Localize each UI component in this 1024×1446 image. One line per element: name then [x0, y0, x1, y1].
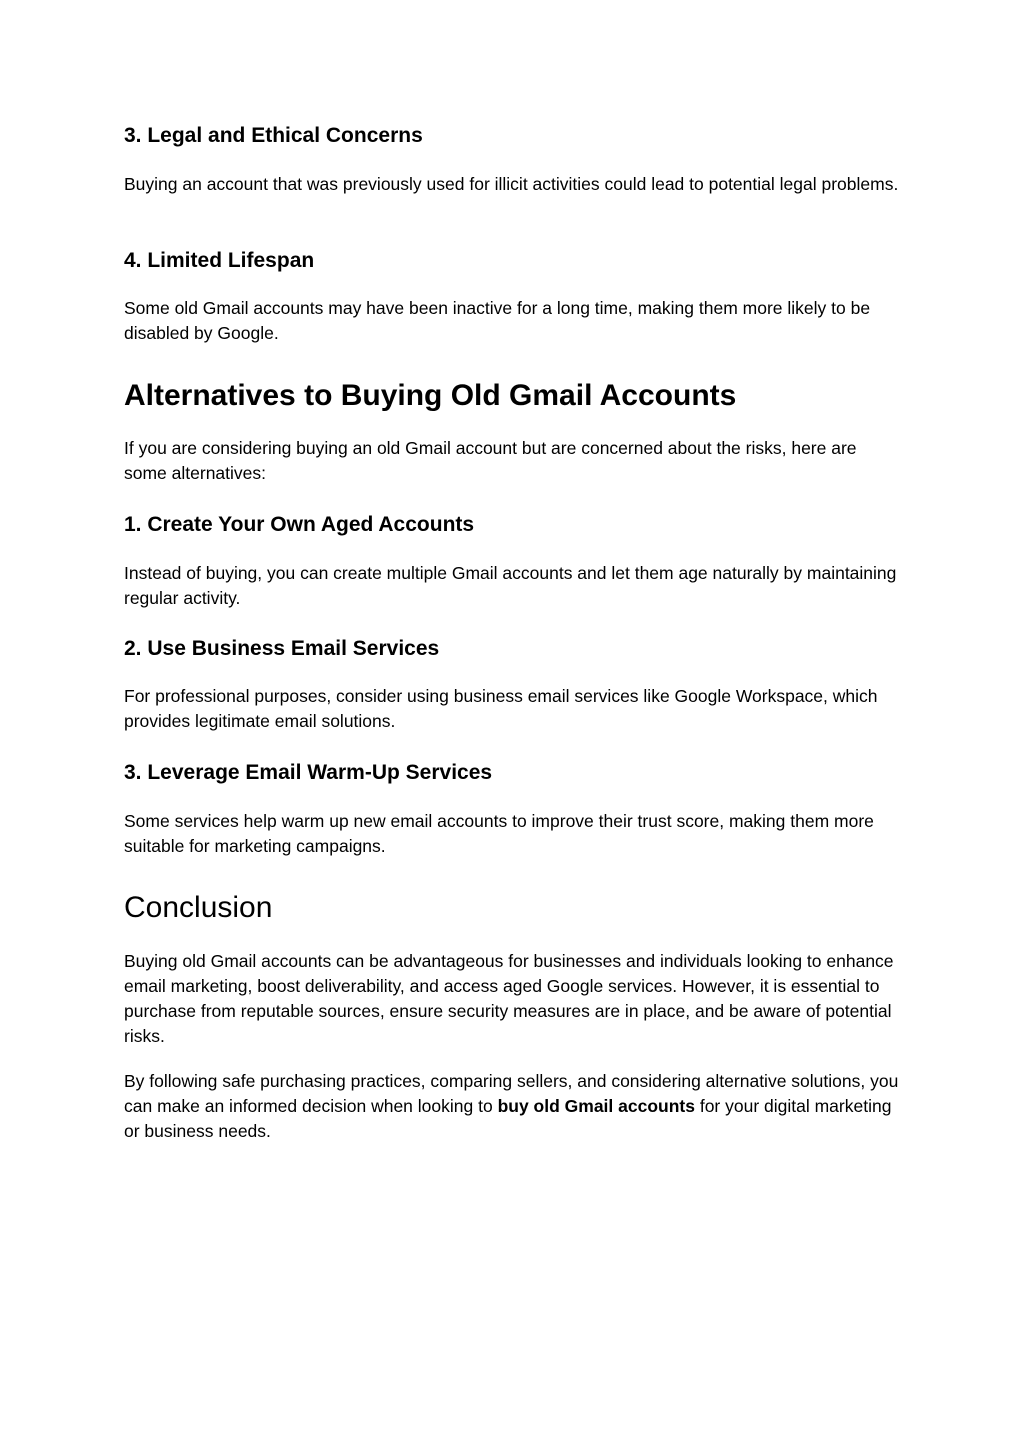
section-paragraph: Some services help warm up new email accounts to improve their trust score, making them more suitable for marketing campaigns.: [124, 811, 874, 856]
section-paragraph: Some old Gmail accounts may have been inactive for a long time, making them more likely to be disabled by Google.: [124, 298, 871, 343]
closing-paragraph: [124, 1069, 904, 1144]
section-paragraph: Buying old Gmail accounts can be advantageous for businesses and individuals looking to enhance email marketing, boost deliverability, and access aged Google services. However, it is essential to purchase from reputable sources, ensure security measures are in place, and be aware of potential risks.: [124, 951, 894, 1046]
section-heading: 4. Limited Lifespan: [124, 249, 315, 272]
section-paragraph: For professional purposes, consider using business email services like Google Workspace, which provides legitimate email solutions.: [124, 686, 878, 731]
closing-text-end: for your digital marketing or business needs.: [124, 1096, 892, 1141]
section-heading: 2. Use Business Email Services: [124, 637, 440, 660]
section-heading: 3. Leverage Email Warm-Up Services: [124, 761, 493, 784]
section-title: Conclusion: [124, 891, 273, 924]
section-paragraph: If you are considering buying an old Gmail account but are concerned about the risks, here are some alternatives:: [124, 438, 857, 483]
closing-text-start: By following safe purchasing practices, comparing sellers, and considering alternative solutions, you can make an informed decision when looking to: [124, 1071, 899, 1116]
section-heading: 3. Legal and Ethical Concerns: [124, 124, 423, 147]
section-paragraph: Instead of buying, you can create multiple Gmail accounts and let them age naturally by maintaining regular activity.: [124, 563, 897, 608]
section-title: Alternatives to Buying Old Gmail Accounts: [124, 379, 737, 412]
closing-keyword: buy old Gmail accounts: [497, 1096, 695, 1116]
section-heading: 1. Create Your Own Aged Accounts: [124, 513, 475, 536]
section-paragraph: Buying an account that was previously used for illicit activities could lead to potential legal problems.: [124, 174, 899, 194]
